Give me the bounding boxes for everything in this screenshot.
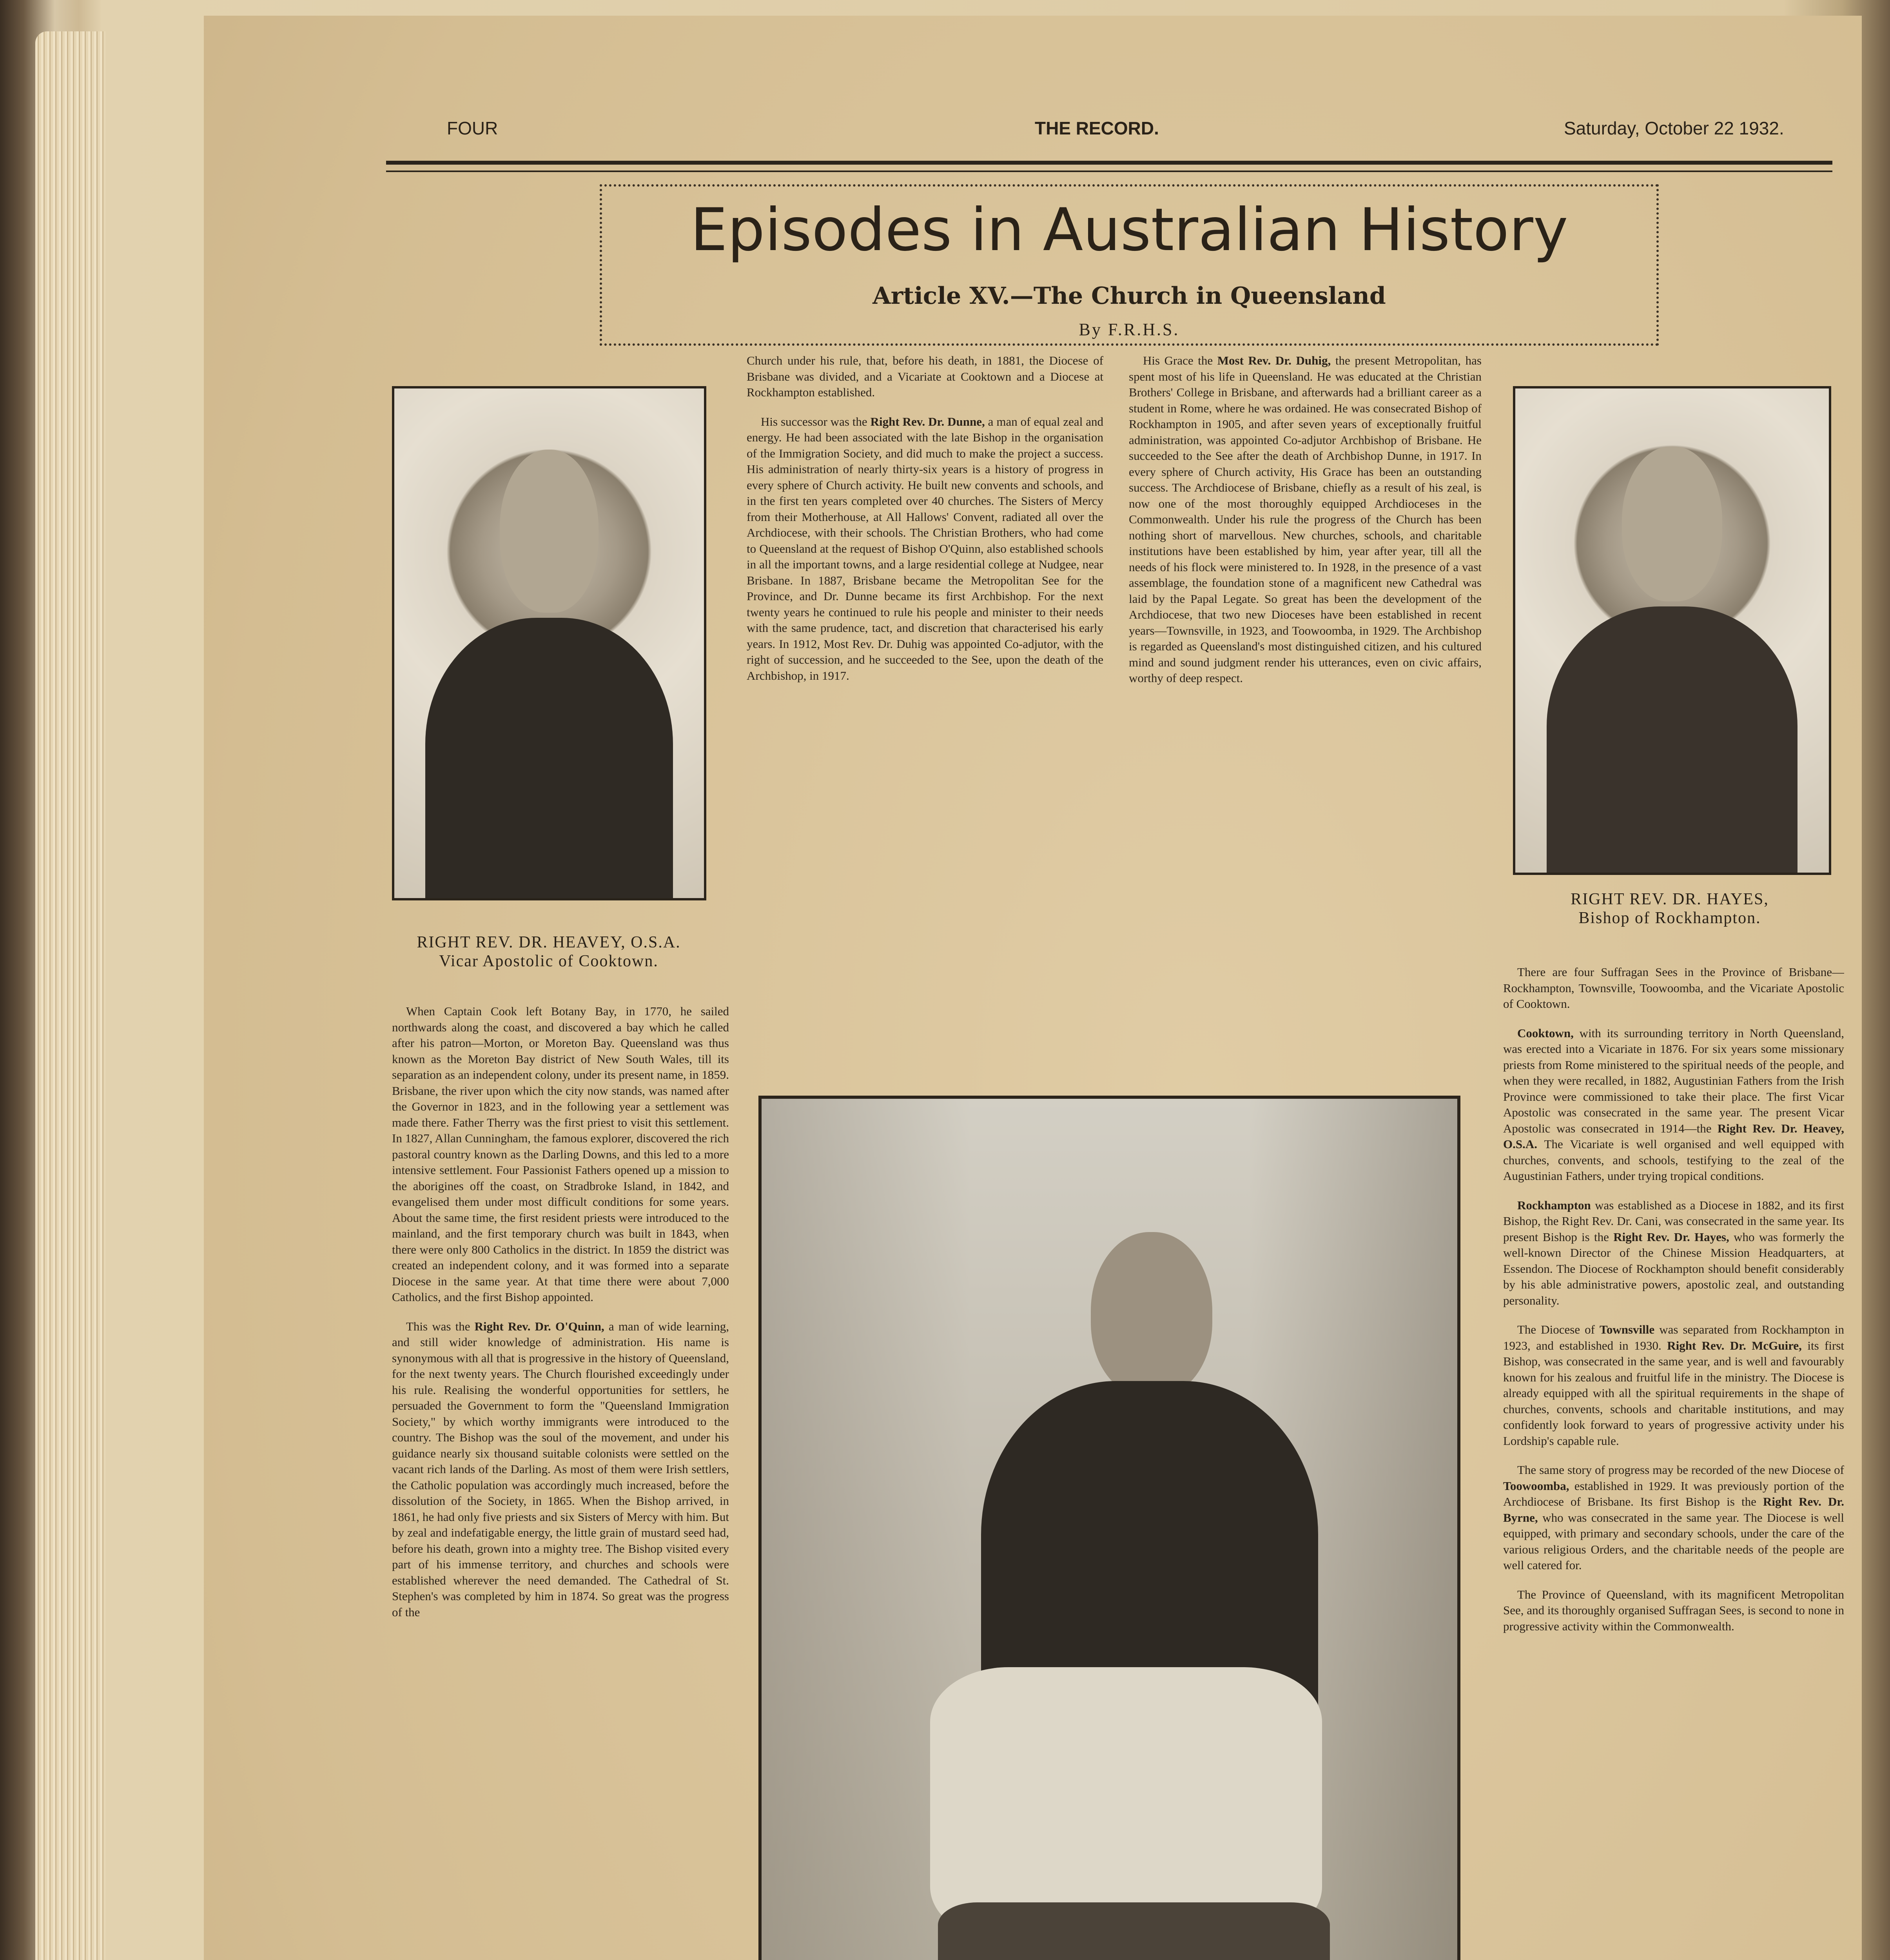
caption-line: RIGHT REV. DR. HAYES, [1571, 890, 1769, 908]
page-label: FOUR [447, 118, 498, 138]
article-column-4 [1503, 964, 1844, 1960]
hayes-caption [1497, 890, 1842, 928]
page-edges [35, 31, 106, 1960]
article-column-3 [1129, 353, 1482, 1051]
paragraph: When Captain Cook left Botany Bay, in 1770, he sailed northwards along the coast, and discovered a bay which he called after his patron—Morton, or Moreton Bay. Queensland was thus known as the Moreton Bay district of New South Wales, till its separation as an independent colony, under its present name, in 1859. Brisbane, the river upon which the city now stands, was named after the Governor in 1823, and in the following year a settlement was made there. Father Therry was the first priest to visit this settlement. In 1827, Allan Cunningham, the famous explorer, discovered the rich pastoral country known as the Darling Downs, and this led to a more intensive settlement. Four Passionist Fathers opened up a mission to the aborigines off the coast, on Stradbroke Island, in 1842, and evangelised them under most difficult conditions for some years. About the same time, the first resident priests were introduced to the mainland, and the first temporary church was built in 1843, when there were only 800 Catholics in the district. In 1859 the district was created an independent colony, and it was formed into a separate Diocese in the same year. At that time there were about 7,000 Catholics, and the first Bishop appointed. [392, 1004, 729, 1304]
paragraph: There are four Suffragan Sees in the Province of Brisbane—Rockhampton, Townsville, Toowoomba, and the Vicariate Apostolic of Cooktown. [1503, 965, 1844, 1011]
paper-name: THE RECORD. [1035, 118, 1159, 138]
header-rule-thin [386, 171, 1832, 172]
article-byline: By F.R.H.S. [1079, 320, 1180, 339]
hayes-portrait [1513, 386, 1831, 875]
paragraph: Church under his rule, that, before his death, in 1881, the Diocese of Brisbane was divided, and a Vicariate at Cooktown and a Diocese at Rockhampton established. [747, 354, 1103, 399]
caption-line: Bishop of Rockhampton. [1578, 909, 1761, 927]
paragraph: This was the Right Rev. Dr. O'Quinn, a man of wide learning, and still wider knowledge of administration. His name is synonymous with all that is progressive in the history of Queensland, for the next twenty years. The Church flourished exceedingly under his rule. Realising the wonderful opportunities for settlers, he persuaded the Government to form the "Queensland Immigration Society," by which worthy immigrants were introduced to the country. The Bishop was the soul of the movement, and under his guidance nearly six thousand suitable colonists were settled on the vacant rich lands of the Darling. As most of them were Irish settlers, the Catholic population was accordingly much increased, before the dissolution of the Society, in 1865. When the Bishop arrived, in 1861, he had only five priests and six Sisters of Mercy with him. But by zeal and indefatigable energy, the little grain of mustard seed had, before his death, grown into a mighty tree. The Bishop visited every part of his immense territory, and churches and schools were established wherever the need demanded. The Cathedral of St. Stephen's was completed by him in 1874. So great was the progress of the [392, 1319, 729, 1619]
paragraph: His successor was the Right Rev. Dr. Dunne, a man of equal zeal and energy. He had been associated with the late Bishop in the organisation of the Immigration Society, and did much to make the project a success. His administration of nearly thirty-six years is a history of progress in every sphere of Church activity. He built new convents and schools, and in the first ten years completed over 40 churches. The Sisters of Mercy from their Motherhouse, at All Hallows' Convent, radiated all over the Archdiocese, with their schools. The Christian Brothers, who had come to Queensland at the request of Bishop O'Quinn, also established schools in all the important towns, and a large residential college at Nudgee, near Brisbane. In 1887, Brisbane became the Metropolitan See for the Province, and Dr. Dunne became its first Archbishop. For the next twenty years he continued to rule his people and minister to their needs with the same prudence, tact, and discretion that characterised his early years. In 1912, Most Rev. Dr. Duhig was appointed Co-adjutor, with the right of succession, and he succeeded to the See, upon the death of the Archbishop, in 1917. [747, 414, 1103, 682]
paragraph: Cooktown, with its surrounding territory in North Queensland, was erected into a Vicariate in 1876. For six years some missionary priests from Rome ministered to the spiritual needs of the people, and when they were recalled, in 1882, Augustinian Fathers from the Irish Province were commissioned to take their place. The first Vicar Apostolic was consecrated in the same year. The present Vicar Apostolic was consecrated in 1914—the Right Rev. Dr. Heavey, O.S.A. The Vicariate is well organised and well equipped with churches, convents, and schools, testifying to the zeal of the Augustinian Fathers, under trying tropical conditions. [1503, 1026, 1844, 1183]
caption-line: RIGHT REV. DR. HEAVEY, O.S.A. [417, 933, 681, 951]
caption-line: Vicar Apostolic of Cooktown. [439, 952, 658, 971]
article-title: Episodes in Australian History [690, 196, 1568, 264]
portrait-face [1622, 446, 1722, 601]
portrait-cassock [938, 1902, 1330, 1960]
portrait-robe [425, 618, 673, 898]
paragraph: His Grace the Most Rev. Dr. Duhig, the present Metropolitan, has spent most of his life in Queensland. He was educated at the Christian Brothers' College in Brisbane, and afterwards had a brilliant career as a student in Rome, where he was ordained. He was consecrated Bishop of Rockhampton in 1905, and after seven years of exceptionally fruitful administration, was appointed Co-adjutor Archbishop of Brisbane. He succeeded to the See after the death of Archbishop Dunne, in 1917. In every sphere of Church activity, His Grace has been an outstanding success. The Archdiocese of Brisbane, chiefly as a result of his zeal, is now one of the most thoroughly equipped Archdioceses in the Commonwealth. Under his rule the progress of the Church has been nothing short of marvellous. New churches, schools, and charitable institutions have been established by him, year after year, till all the needs of his flock were ministered to. In 1928, in the presence of a vast assemblage, the foundation stone of a magnificent new Cathedral was laid by the Papal Legate. So great has been the development of the Archdiocese, that two new Dioceses have been established in recent years—Townsville, in 1923, and Toowoomba, in 1929. The Archbishop is regarded as Queensland's most distinguished citizen, and his cultured mind and sound judgment render his utterances, even on civic affairs, worthy of deep respect. [1129, 354, 1482, 685]
duhig-portrait [758, 1096, 1460, 1960]
heavey-portrait [392, 386, 706, 900]
issue-date: Saturday, October 22 1932. [1564, 118, 1784, 138]
paragraph: Rockhampton was established as a Diocese in 1882, and its first Bishop, the Right Rev. Dr. Cani, was consecrated in the same year. Its present Bishop is the Right Rev. Dr. Hayes, who was formerly the well-known Director of the Chinese Mission Headquarters, at Essendon. The Diocese of Rockhampton should benefit considerably by his able administrative powers, apostolic zeal, and outstanding personality. [1503, 1198, 1844, 1307]
article-subtitle: Article XV.—The Church in Queensland [872, 282, 1386, 310]
name-bold: Right Rev. Dr. O'Quinn, [474, 1319, 604, 1333]
article-column-2 [747, 353, 1103, 1051]
name-bold: Most Rev. Dr. Duhig, [1217, 354, 1331, 367]
portrait-robe [1547, 606, 1797, 873]
portrait-face [500, 450, 599, 613]
heavey-caption [376, 933, 721, 971]
portrait-face [1091, 1232, 1212, 1397]
paragraph: The same story of progress may be recorded of the new Diocese of Toowoomba, established in 1929. It was previously portion of the Archdiocese of Brisbane. Its first Bishop is the Right Rev. Dr. Byrne, who was consecrated in the same year. The Diocese is well equipped, with primary and secondary schools, under the care of the various religious Orders, and the charitable needs of the people are well catered for. [1503, 1463, 1844, 1572]
paragraph: The Diocese of Townsville was separated from Rockhampton in 1923, and established in 1930. Right Rev. Dr. McGuire, its first Bishop, was consecrated in the same year, and is well and favourably known for his zealous and fruitful life in the ministry. The Diocese is already equipped with all the spiritual requirements in the shape of churches, convents, schools and charitable institutions, and may confidently look forward to years of progressive activity under his Lordship's capable rule. [1503, 1323, 1844, 1448]
article-column-1 [392, 1004, 729, 1960]
paragraph: The Province of Queensland, with its magnificent Metropolitan See, and its thoroughly organised Suffragan Sees, is second to none in progressive activity within the Commonwealth. [1503, 1587, 1844, 1633]
name-bold: Right Rev. Dr. Dunne, [870, 414, 985, 428]
portrait-lace [930, 1667, 1322, 1942]
header-rule [386, 161, 1832, 165]
